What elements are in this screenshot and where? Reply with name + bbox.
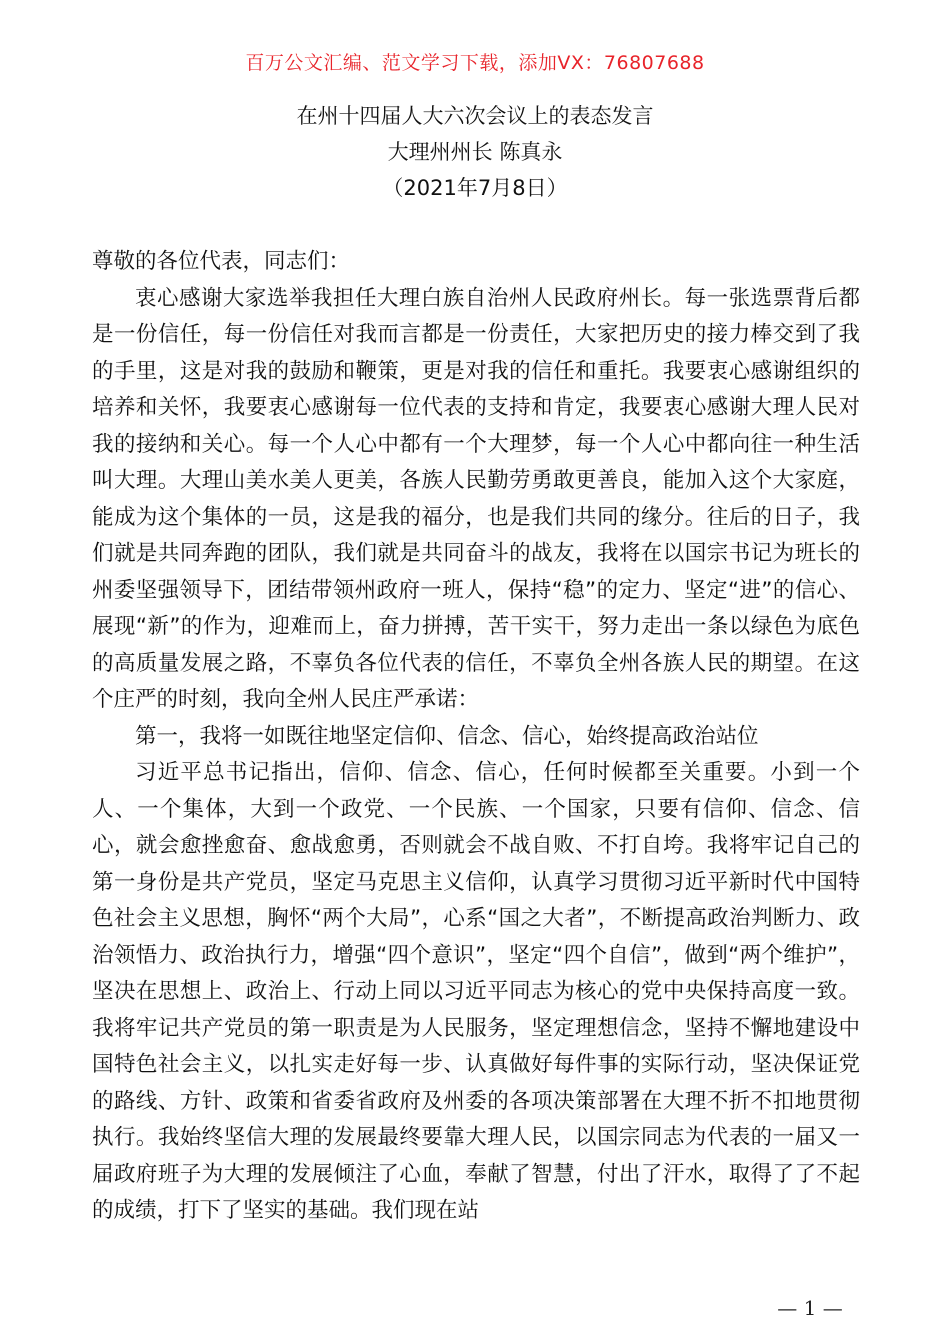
document-date: （2021年7月8日） xyxy=(382,176,568,200)
document-author: 大理州州长 陈真永 xyxy=(387,140,563,164)
body-paragraph: 习近平总书记指出，信仰、信念、信心，任何时候都至关重要。小到一个人、一个集体，大到一个政党、一个民族、一个国家，只要有信仰、信念、信心，就会愈挫愈奋、愈战愈勇，否则就会不战自败、不打自垮。我将牢记自己的第一身份是共产党员，坚定马克思主义信仰，认真学习贯彻习近平新时代中国特色社会主义思想，胸怀“两个大局”，心系“国之大者”，不断提高政治判断力、政治领悟力、政治执行力，增强“四个意识”，坚定“四个自信”，做到“两个维护”，坚决在思想上、政治上、行动上同以习近平同志为核心的党中央保持高度一致。我将牢记共产党员的第一职责是为人民服务，坚定理想信念，坚持不懈地建设中国特色社会主义，以扎实走好每一步、认真做好每件事的实际行动，坚决保证党的路线、方针、政策和省委省政府及州委的各项决策部署在大理不折不扣地贯彻执行。我始终坚信大理的发展最终要靠大理人民，以国宗同志为代表的一届又一届政府班子为大理的发展倾注了心血，奉献了智慧，付出了汗水，取得了了不起的成绩，打下了坚实的基础。我们现在站 xyxy=(92,760,860,1223)
salutation: 尊敬的各位代表，同志们： xyxy=(92,249,351,274)
document-title-block xyxy=(0,98,950,206)
page-number: — 1 — xyxy=(777,1296,843,1320)
document-body xyxy=(92,244,860,1230)
watermark-header-note: 百万公文汇编、范文学习下载，添加VX：76807688 xyxy=(245,52,705,74)
section-heading: 第一，我将一如既往地坚定信仰、信念、信心，始终提高政治站位 xyxy=(135,723,759,749)
document-title: 在州十四届人大六次会议上的表态发言 xyxy=(296,104,654,128)
body-paragraph: 衷心感谢大家选举我担任大理白族自治州人民政府州长。每一张选票背后都是一份信任，每一份信任对我而言都是一份责任，大家把历史的接力棒交到了我的手里，这是对我的鼓励和鞭策，更是对我的信任和重托。我要衷心感谢组织的培养和关怀，我要衷心感谢每一位代表的支持和肯定，我要衷心感谢大理人民对我的接纳和关心。每一个人心中都有一个大理梦，每一个人心中都向往一种生活叫大理。大理山美水美人更美，各族人民勤劳勇敢更善良，能加入这个大家庭，能成为这个集体的一员，这是我的福分，也是我们共同的缘分。往后的日子，我们就是共同奔跑的团队，我们就是共同奋斗的战友，我将在以国宗书记为班长的州委坚强领导下，团结带领州政府一班人，保持“稳”的定力、坚定“进”的信心、展现“新”的作为，迎难而上，奋力拼搏，苦干实干，努力走出一条以绿色为底色的高质量发展之路，不辜负各位代表的信任，不辜负全州各族人民的期望。在这个庄严的时刻，我向全州人民庄严承诺： xyxy=(92,285,860,712)
